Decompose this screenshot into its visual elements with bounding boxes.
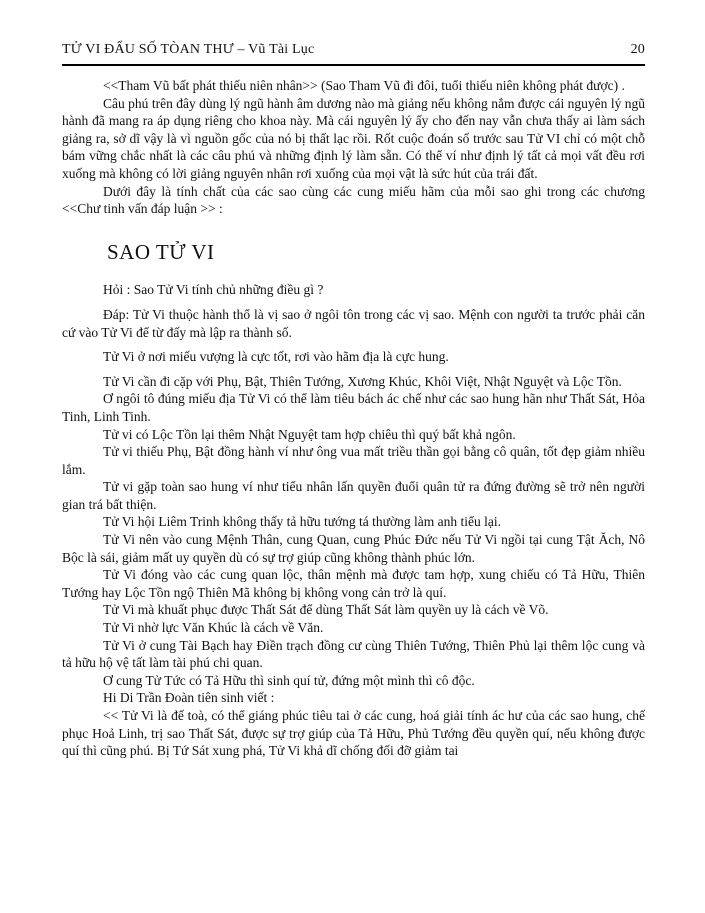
header-rule [62, 64, 645, 66]
paragraph-question: Hỏi : Sao Tử Vi tính chủ những điều gì ? [103, 282, 324, 298]
paragraph: Tử Vi mà khuất phục được Thất Sát để dùng Thất Sát làm quyền uy là cách về Võ. [103, 602, 549, 618]
page-number: 20 [630, 42, 645, 57]
paragraph-answer: Đáp: Tử Vi thuộc hành thổ là vị sao ở ngôi tôn trong các vị sao. Mệnh con người ta trước phải căn cứ vào Tử Vi để từ đấy mà lập ra thành số. [62, 306, 645, 340]
paragraph: << Tử Vi là đế toà, có thể giáng phúc tiêu tai ở các cung, hoá giải tính ác hư của các sao hung, chế phục Hoả Linh, trị sao Thất Sát, được sự trợ giúp của Tả Hữu, Phủ Tướng đều quyền quí, nếu không được quí thì cũng phú. Bị Tứ Sát xung phá, Tử Vi khả dĩ chống đối đỡ giảm tai [62, 708, 645, 759]
paragraph: Tử Vi cần đi cặp với Phụ, Bật, Thiên Tướng, Xương Khúc, Khôi Việt, Nhật Nguyệt và Lộc Tồn. [103, 373, 622, 389]
paragraph: Tử Vi nên vào cung Mệnh Thân, cung Quan, cung Phúc Đức nếu Tử Vi ngồi tại cung Tật Ăch, Nô Bộc là sái, giảm mất uy quyền dù có sự trợ giúp cũng không thành phúc lớn. [62, 532, 645, 565]
paragraph: <<Tham Vũ bất phát thiếu niên nhân>> (Sao Tham Vũ đi đôi, tuổi thiếu niên không phát được) . [103, 78, 625, 93]
paragraph: Dưới đây là tính chất của các sao cùng các cung miếu hãm của mỗi sao ghi trong các chương <<Chư tinh vấn đáp luận >> : [62, 183, 645, 217]
paragraph: Tử Vi ở cung Tài Bạch hay Điền trạch đồng cư cùng Thiên Tướng, Thiên Phủ lại thêm lộc cung và tả hữu hộ vệ tất làm tài phú chi quan. [62, 637, 645, 671]
section-heading: SAO TỬ VI [107, 239, 215, 264]
paragraph: Tử Vi đóng vào các cung quan lộc, thân mệnh mà được tam hợp, xung chiếu có Tả Hữu, Thiên Tướng hay Lộc Tồn ngộ Thiên Mã không bị không vong cản trở là quí. [62, 567, 645, 600]
book-title: TỬ VI ĐẨU SỐ TÒAN THƯ – Vũ Tài Lục [62, 42, 315, 57]
paragraph: Tử Vi hội Liêm Trinh không thấy tả hữu tướng tá thường làm anh tiểu lại. [103, 514, 501, 530]
paragraph: Tử vi thiếu Phụ, Bật đồng hành ví như ông vua mất triều thần gọi bằng cô quân, tốt đẹp giảm nhiều lắm. [62, 444, 645, 477]
paragraph: Tử vi có Lộc Tồn lại thêm Nhật Nguyệt tam hợp chiêu thì quý bất khả ngôn. [103, 426, 516, 442]
paragraph: Tử Vi nhờ lực Văn Khúc là cách về Văn. [103, 620, 324, 636]
paragraph: Tử vi gặp toàn sao hung ví như tiểu nhân lấn quyền đuổi quân tử ra đứng đường sẽ trở nên người gian trá bất thiện. [62, 479, 645, 512]
paragraph: Tử Vi ở nơi miếu vượng là cực tốt, rơi vào hãm địa là cực hung. [103, 349, 449, 365]
paragraph: Câu phú trên đây dùng lý ngũ hành âm dương nào mà giảng nếu không nắm được cái nguyên lý ngũ hành đã mang ra áp dụng riêng cho khoa này. Mà cái nguyên lý ấy cho đến nay vẫn chưa thấy ai làm sách giảng ra, sở dĩ vậy là vì nguồn gốc của nó bị thất lạc rồi. Rốt cuộc đoán số trước sau Tử VI chỉ có một chỗ bám vững chắc nhất là các câu phú và những định lý làm sẵn. Có thể ví như định lý tất cả mọi vất đều rơi xuống mà không có lời giảng nguyên nhân rơi xuống của mọi vật là sức hút của trái đất. [62, 95, 645, 181]
page-header [62, 42, 645, 58]
page-body [62, 77, 645, 760]
paragraph: Hi Di Trần Đoàn tiên sinh viết : [103, 690, 275, 706]
paragraph: Ơ cung Tử Tức có Tả Hữu thì sinh quí tử, đứng một mình thì cô độc. [103, 672, 475, 688]
paragraph: Ơ ngôi tô đúng miếu địa Tử Vi có thể làm tiêu bách ác chế như các sao hung hãn như Thất Sát, Hỏa Tinh, Linh Tinh. [62, 391, 645, 424]
